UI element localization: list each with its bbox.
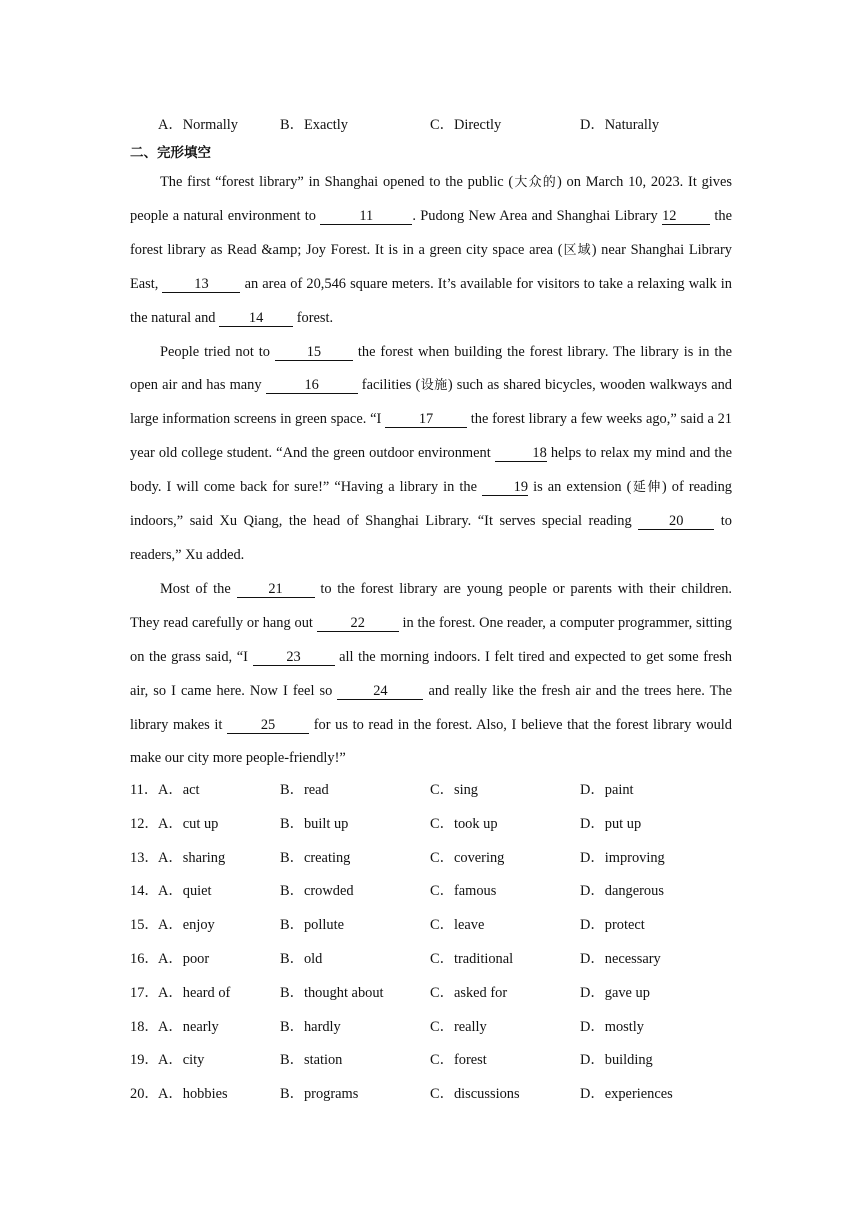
text: an area of 20,546 square meters. It’s available for visitors to take a relaxing walk in the natural and [130,275,732,326]
option-a: A．Normally [158,117,238,133]
question-number: 11． [130,782,159,798]
text: the forest library as Read &amp; Joy Forest. It is in a green city space area ( [130,207,732,258]
text: is an extension ( [528,479,632,496]
blank-13: 13 [162,276,240,293]
text: to readers,” Xu added. [130,513,732,563]
question-number: 18． [130,1019,159,1035]
question-number: 12． [130,816,159,832]
question-row [0,778,860,800]
blank-15: 15 [275,344,353,361]
option-b: B．programs [280,1086,359,1102]
blank-18: 18 [495,445,547,462]
blank-22: 22 [317,615,399,632]
option-d: D．protect [580,917,645,933]
passage-paragraph-3 [130,573,732,776]
option-b: B．station [280,1052,343,1068]
chinese-gloss: 延伸 [631,480,662,496]
blank-12: 12 [662,208,710,225]
text: . Pudong New Area and Shanghai Library [412,207,663,224]
option-c: C．really [430,1019,487,1035]
option-a: A．heard of [158,985,231,1001]
option-b: B．crowded [280,883,354,899]
option-d: D．building [580,1052,653,1068]
option-c: C．discussions [430,1086,520,1102]
option-c: C．traditional [430,951,514,967]
option-b: B．creating [280,850,351,866]
option-c: C．famous [430,883,497,899]
option-d: D．paint [580,782,634,798]
blank-20: 20 [638,513,714,530]
option-c: C．took up [430,816,498,832]
text: all the morning indoors. I felt tired and expected to get some fresh air, so I came here. Now I feel so [130,648,732,699]
text: helps to relax my mind and the body. I will come back for sure!” “Having a library in the [130,445,732,496]
passage-paragraph-1 [130,166,732,336]
option-d: D．mostly [580,1019,644,1035]
option-d: D．Naturally [580,117,660,133]
question-row [0,981,860,1003]
blank-24: 24 [337,683,423,700]
option-b: B．read [280,782,329,798]
text: to the forest library are young people or parents with their children. They read carefully or hang out [130,580,733,631]
question-number: 19． [130,1052,159,1068]
option-a: A．sharing [158,850,226,866]
chinese-gloss: 设施 [420,378,448,394]
question-row [0,947,860,969]
text: the forest library a few weeks ago,” said a 21 year old college student. “And the green outdoor environment [130,411,732,462]
blank-16: 16 [266,377,358,394]
text: ) such as shared bicycles, wooden walkways and large information screens in green space. “I [130,377,732,428]
text: and really like the fresh air and the trees here. The library makes it [130,682,733,733]
text: for us to read in the forest. Also, I believe that the forest library would make our city more people-friendly!” [130,716,732,767]
option-a: A．enjoy [158,917,215,933]
option-c: C．covering [430,850,505,866]
text: ) on March 10, 2023. It gives people a natural environment to [130,174,732,224]
option-d: D．gave up [580,985,650,1001]
question-row [0,1015,860,1037]
text: the forest when building the forest library. The library is in the open air and has many [130,343,732,394]
chinese-gloss: 大众的 [513,175,557,190]
question-number: 15． [130,917,159,933]
option-b: B．hardly [280,1019,341,1035]
option-b: B．Exactly [280,117,348,133]
option-c: C．leave [430,917,485,933]
option-b: B．old [280,951,323,967]
option-b: B．thought about [280,985,384,1001]
blank-14: 14 [219,310,293,327]
chinese-gloss: 区域 [562,242,592,258]
option-c: C．Directly [430,117,502,133]
question-number: 14． [130,883,159,899]
question-row [0,913,860,935]
previous-question-options [0,113,860,135]
blank-25: 25 [227,717,309,734]
text: ) of reading indoors,” said Xu Qiang, the head of Shanghai Library. “It serves special reading [130,479,732,530]
text: Most of the [160,580,237,597]
text: facilities ( [357,377,421,394]
option-a: A．poor [158,951,210,967]
option-a: A．city [158,1052,205,1068]
question-row [0,1048,860,1070]
section-heading: 二、完形填空 [130,145,211,161]
option-c: C．asked for [430,985,508,1001]
blank-19: 19 [482,479,528,496]
text: forest. [293,309,334,326]
option-d: D．dangerous [580,883,664,899]
blank-23: 23 [253,649,335,666]
text: The first “forest library” in Shanghai opened to the public ( [160,174,514,190]
option-d: D．necessary [580,951,661,967]
option-c: C．sing [430,782,478,798]
option-b: B．pollute [280,917,344,933]
blank-21: 21 [237,581,315,598]
option-a: A．act [158,782,200,798]
question-number: 13． [130,850,159,866]
option-a: A．nearly [158,1019,219,1035]
option-a: A．cut up [158,816,219,832]
text: ) near Shanghai Library East, [130,241,732,292]
passage-paragraph-2 [130,336,732,573]
question-number: 16． [130,951,159,967]
question-row [0,846,860,868]
option-c: C．forest [430,1052,487,1068]
blank-17: 17 [385,411,467,428]
option-d: D．improving [580,850,665,866]
blank-11: 11 [320,208,412,225]
question-row [0,812,860,834]
option-a: A．hobbies [158,1086,228,1102]
cloze-passage [130,166,732,776]
option-d: D．experiences [580,1086,673,1102]
option-d: D．put up [580,816,642,832]
option-b: B．built up [280,816,349,832]
text: People tried not to [160,343,275,360]
text: in the forest. One reader, a computer programmer, sitting on the grass said, “I [130,614,732,665]
question-row [0,879,860,901]
option-a: A．quiet [158,883,212,899]
question-number: 20． [130,1086,159,1102]
question-row [0,1082,860,1104]
question-number: 17． [130,985,159,1001]
